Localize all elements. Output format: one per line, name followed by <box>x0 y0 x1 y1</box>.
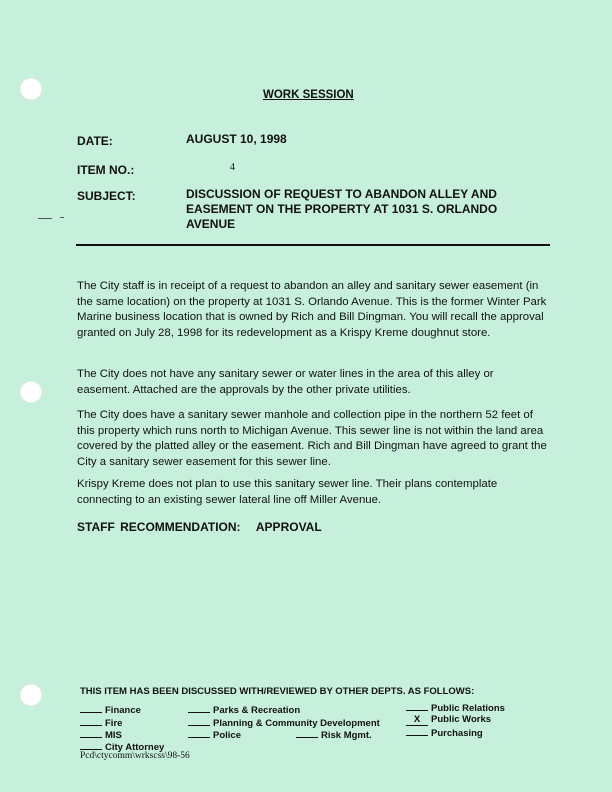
departments-heading: THIS ITEM HAS BEEN DISCUSSED WITH/REVIEWED BY OTHER DEPTS. AS FOLLOWS: <box>80 686 475 697</box>
body-paragraph: The City staff is in receipt of a request to abandon an alley and sanitary sewer easement (in the same location) on the property at 1031 S. Orlando Avenue. This is the former Winter Park Marine business location that is owned by Rich and Bill Dingman. You will recall the approval granted on July 28, 1998 for its redevelopment as a Krispy Kreme doughnut store. <box>77 280 547 339</box>
body-paragraph: Krispy Kreme does not plan to use this sanitary sewer line. Their plans contemplate connecting to an existing sewer lateral line off Miller Avenue. <box>77 478 498 506</box>
dept-checkbox <box>80 716 102 726</box>
dept-purchasing: Purchasing <box>406 726 483 739</box>
file-path: Pcd\ctycomm\wrkscss\98-56 <box>80 751 190 761</box>
dept-checkbox <box>80 728 102 738</box>
recommendation-value: APPROVAL <box>255 520 322 534</box>
dept-risk: Risk Mgmt. <box>296 728 372 741</box>
scan-speck <box>38 218 52 219</box>
dept-parks: Parks & Recreation <box>188 703 300 716</box>
dept-mis: MIS <box>80 728 122 741</box>
staff-recommendation <box>77 520 322 534</box>
dept-checkbox <box>406 726 428 736</box>
dept-police: Police <box>188 728 241 741</box>
dept-checkbox <box>188 716 210 726</box>
item-number-label: ITEM NO.: <box>77 163 135 177</box>
body-paragraph: The City does not have any sanitary sewer or water lines in the area of this alley or easement. Attached are the approvals by the other private utilities. <box>77 368 494 396</box>
punch-hole <box>20 684 42 706</box>
dept-city-attorney: City Attorney <box>80 740 164 753</box>
punch-hole <box>20 78 42 100</box>
dept-checkbox <box>80 703 102 713</box>
subject-value: DISCUSSION OF REQUEST TO ABANDON ALLEY AND EASEMENT ON THE PROPERTY AT 1031 S. ORLANDO AVENUE <box>186 187 498 231</box>
dept-checkbox <box>296 728 318 738</box>
dept-fire: Fire <box>80 716 122 729</box>
dept-planning: Planning & Community Development <box>188 716 380 729</box>
item-number-value: 4 <box>230 162 235 173</box>
dept-public-relations: Public Relations <box>406 701 505 714</box>
dept-checkbox <box>188 728 210 738</box>
date-value: AUGUST 10, 1998 <box>186 132 287 146</box>
page-title: WORK SESSION <box>263 89 354 101</box>
dept-finance: Finance <box>80 703 141 716</box>
scan-speck <box>60 217 64 218</box>
subject-label: SUBJECT: <box>77 189 136 203</box>
dept-public-works: X Public Works <box>406 714 491 726</box>
recommendation-label: STAFF RECOMMENDATION: <box>77 520 241 534</box>
date-label: DATE: <box>77 134 113 148</box>
body-paragraph: The City does have a sanitary sewer manhole and collection pipe in the northern 52 feet of this property which runs north to Michigan Avenue. This sewer line is not within the land area covered by the platted alley or the easement. Rich and Bill Dingman have agreed to grant the City a sanitary sewer easement for this sewer line. <box>77 409 547 468</box>
dept-checkbox-checked: X <box>406 715 428 726</box>
dept-checkbox <box>80 740 102 750</box>
dept-checkbox <box>406 701 428 711</box>
punch-hole <box>20 381 42 403</box>
divider-line <box>76 244 550 246</box>
dept-checkbox <box>188 703 210 713</box>
